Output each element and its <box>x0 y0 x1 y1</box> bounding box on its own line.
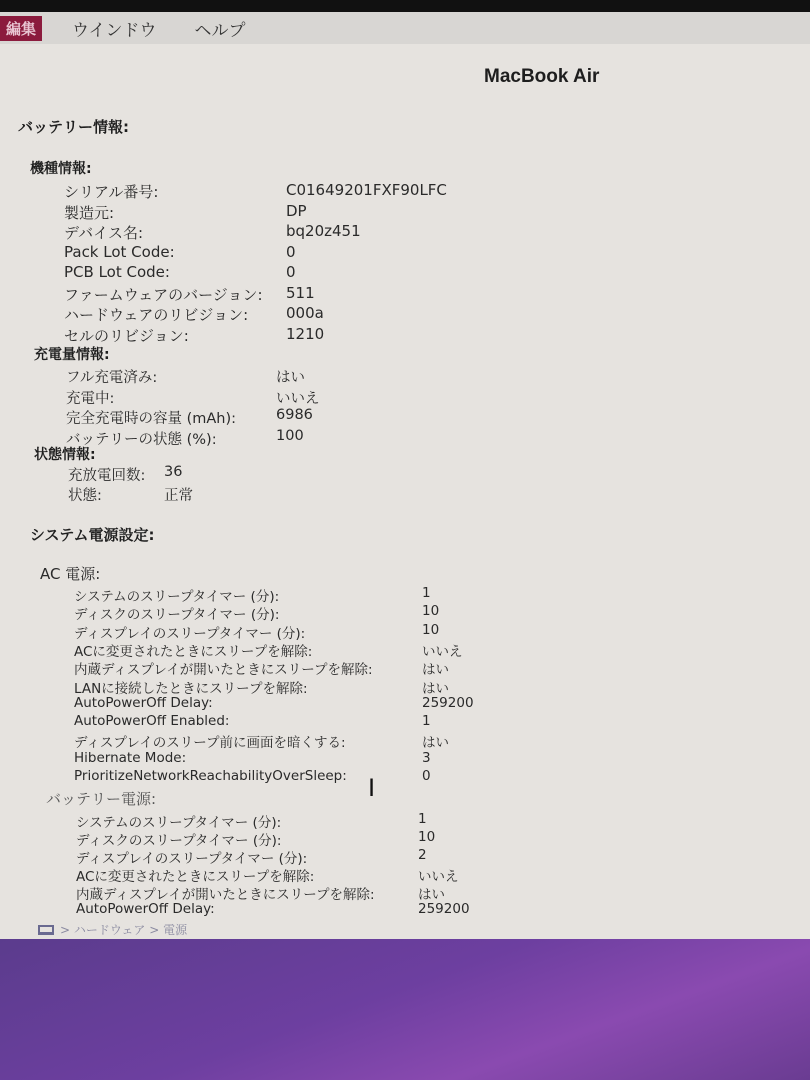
menu-help[interactable]: ヘルプ <box>194 20 246 41</box>
model-info-value: 0 <box>286 242 296 261</box>
ac-power-label: システムのスリープタイマー (分): <box>74 589 280 605</box>
path-bar <box>38 921 187 938</box>
ac-power-label: 内蔵ディスプレイが開いたときにスリープを解除: <box>74 662 373 679</box>
text-cursor-icon: I <box>368 774 376 802</box>
ac-power-value: いいえ <box>422 643 463 660</box>
ac-power-value: 10 <box>422 621 440 638</box>
ac-power-value: 10 <box>422 603 440 620</box>
model-info-label: シリアル番号: <box>64 183 159 201</box>
status-info-value: 36 <box>164 464 183 480</box>
model-info-value: 1210 <box>286 324 325 343</box>
charge-info-label: バッテリーの状態 (%): <box>66 431 217 448</box>
charge-info-value: 100 <box>276 427 304 444</box>
model-info-heading: 機種情報: <box>30 161 92 177</box>
battery-power-label: システムのスリープタイマー (分): <box>76 815 282 831</box>
ac-power-label: ディスクのスリープタイマー (分): <box>74 607 280 624</box>
ac-power-value: はい <box>422 735 449 752</box>
battery-power-value: 2 <box>418 847 427 863</box>
charge-info-label: 完全充電時の容量 (mAh): <box>66 411 237 427</box>
battery-power-value: 10 <box>418 829 436 845</box>
ac-power-label: AutoPowerOff Delay: <box>74 694 213 711</box>
model-info-label: ファームウェアのバージョン: <box>64 285 263 304</box>
charge-info-label: フル充電済み: <box>66 370 158 386</box>
menu-bar <box>0 12 810 44</box>
model-info-label: ハードウェアのリビジョン: <box>64 306 249 324</box>
ac-power-label: AutoPowerOff Enabled: <box>74 713 230 730</box>
battery-power-value: いいえ <box>418 869 459 885</box>
charge-info-label: 充電中: <box>66 390 115 407</box>
menu-edit[interactable]: 編集 <box>0 16 42 41</box>
desktop-wallpaper <box>0 939 810 1080</box>
ac-power-label: ACに変更されたときにスリープを解除: <box>74 643 313 660</box>
status-info-heading: 状態情報: <box>34 447 96 463</box>
ac-power-value: 1 <box>422 713 431 730</box>
ac-power-label: PrioritizeNetworkReachabilityOverSleep: <box>74 768 347 784</box>
model-info-value: bq20z451 <box>286 222 361 240</box>
model-info-value: 0 <box>286 263 296 281</box>
ac-power-value: 1 <box>422 585 431 601</box>
battery-heading: バッテリー情報: <box>18 118 129 136</box>
charge-info-value: はい <box>276 370 305 386</box>
charge-info-value: いいえ <box>276 390 320 407</box>
path-text[interactable]: > ハードウェア > 電源 <box>60 923 188 937</box>
ac-power-value: はい <box>422 662 449 679</box>
model-info-label: デバイス名: <box>64 224 144 242</box>
battery-power-value: はい <box>418 887 445 903</box>
model-info-value: 511 <box>286 283 315 302</box>
status-info-label: 状態: <box>68 488 102 504</box>
ac-power-label: LANに接続したときにスリープを解除: <box>74 680 308 697</box>
model-info-value: DP <box>286 201 307 220</box>
battery-power-label: ディスクのスリープタイマー (分): <box>76 833 282 849</box>
ac-power-value: 0 <box>422 768 431 784</box>
menu-window[interactable]: ウインドウ <box>72 20 157 41</box>
ac-power-value: 259200 <box>422 694 474 711</box>
battery-power-heading: バッテリー電源: <box>46 790 157 808</box>
battery-power-value: 259200 <box>418 901 470 917</box>
model-info-label: PCB Lot Code: <box>64 263 170 281</box>
laptop-icon <box>38 925 54 935</box>
ac-power-label: ディスプレイのスリープタイマー (分): <box>74 625 306 642</box>
screen-top-edge <box>0 0 810 12</box>
power-settings-heading: システム電源設定: <box>30 526 155 544</box>
ac-power-label: Hibernate Mode: <box>74 749 187 766</box>
ac-power-value: 3 <box>422 749 431 766</box>
ac-power-value: はい <box>422 680 449 697</box>
status-info-value: 正常 <box>164 488 193 504</box>
model-info-value: C01649201FXF90LFC <box>286 181 447 199</box>
model-info-label: 製造元: <box>64 203 115 222</box>
model-info-label: セルのリビジョン: <box>64 326 189 345</box>
window-title: MacBook Air <box>484 66 600 87</box>
battery-power-label: AutoPowerOff Delay: <box>76 901 215 917</box>
model-info-label: Pack Lot Code: <box>64 242 175 261</box>
charge-info-heading: 充電量情報: <box>34 347 110 363</box>
ac-power-label: ディスプレイのスリープ前に画面を暗くする: <box>74 735 346 752</box>
battery-power-label: ディスプレイのスリープタイマー (分): <box>76 851 308 867</box>
status-info-label: 充放電回数: <box>68 468 146 484</box>
battery-power-value: 1 <box>418 811 427 827</box>
ac-power-heading: AC 電源: <box>40 565 101 583</box>
model-info-value: 000a <box>286 304 324 322</box>
battery-power-label: ACに変更されたときにスリープを解除: <box>76 869 315 885</box>
charge-info-value: 6986 <box>276 407 313 423</box>
battery-power-label: 内蔵ディスプレイが開いたときにスリープを解除: <box>76 887 375 903</box>
